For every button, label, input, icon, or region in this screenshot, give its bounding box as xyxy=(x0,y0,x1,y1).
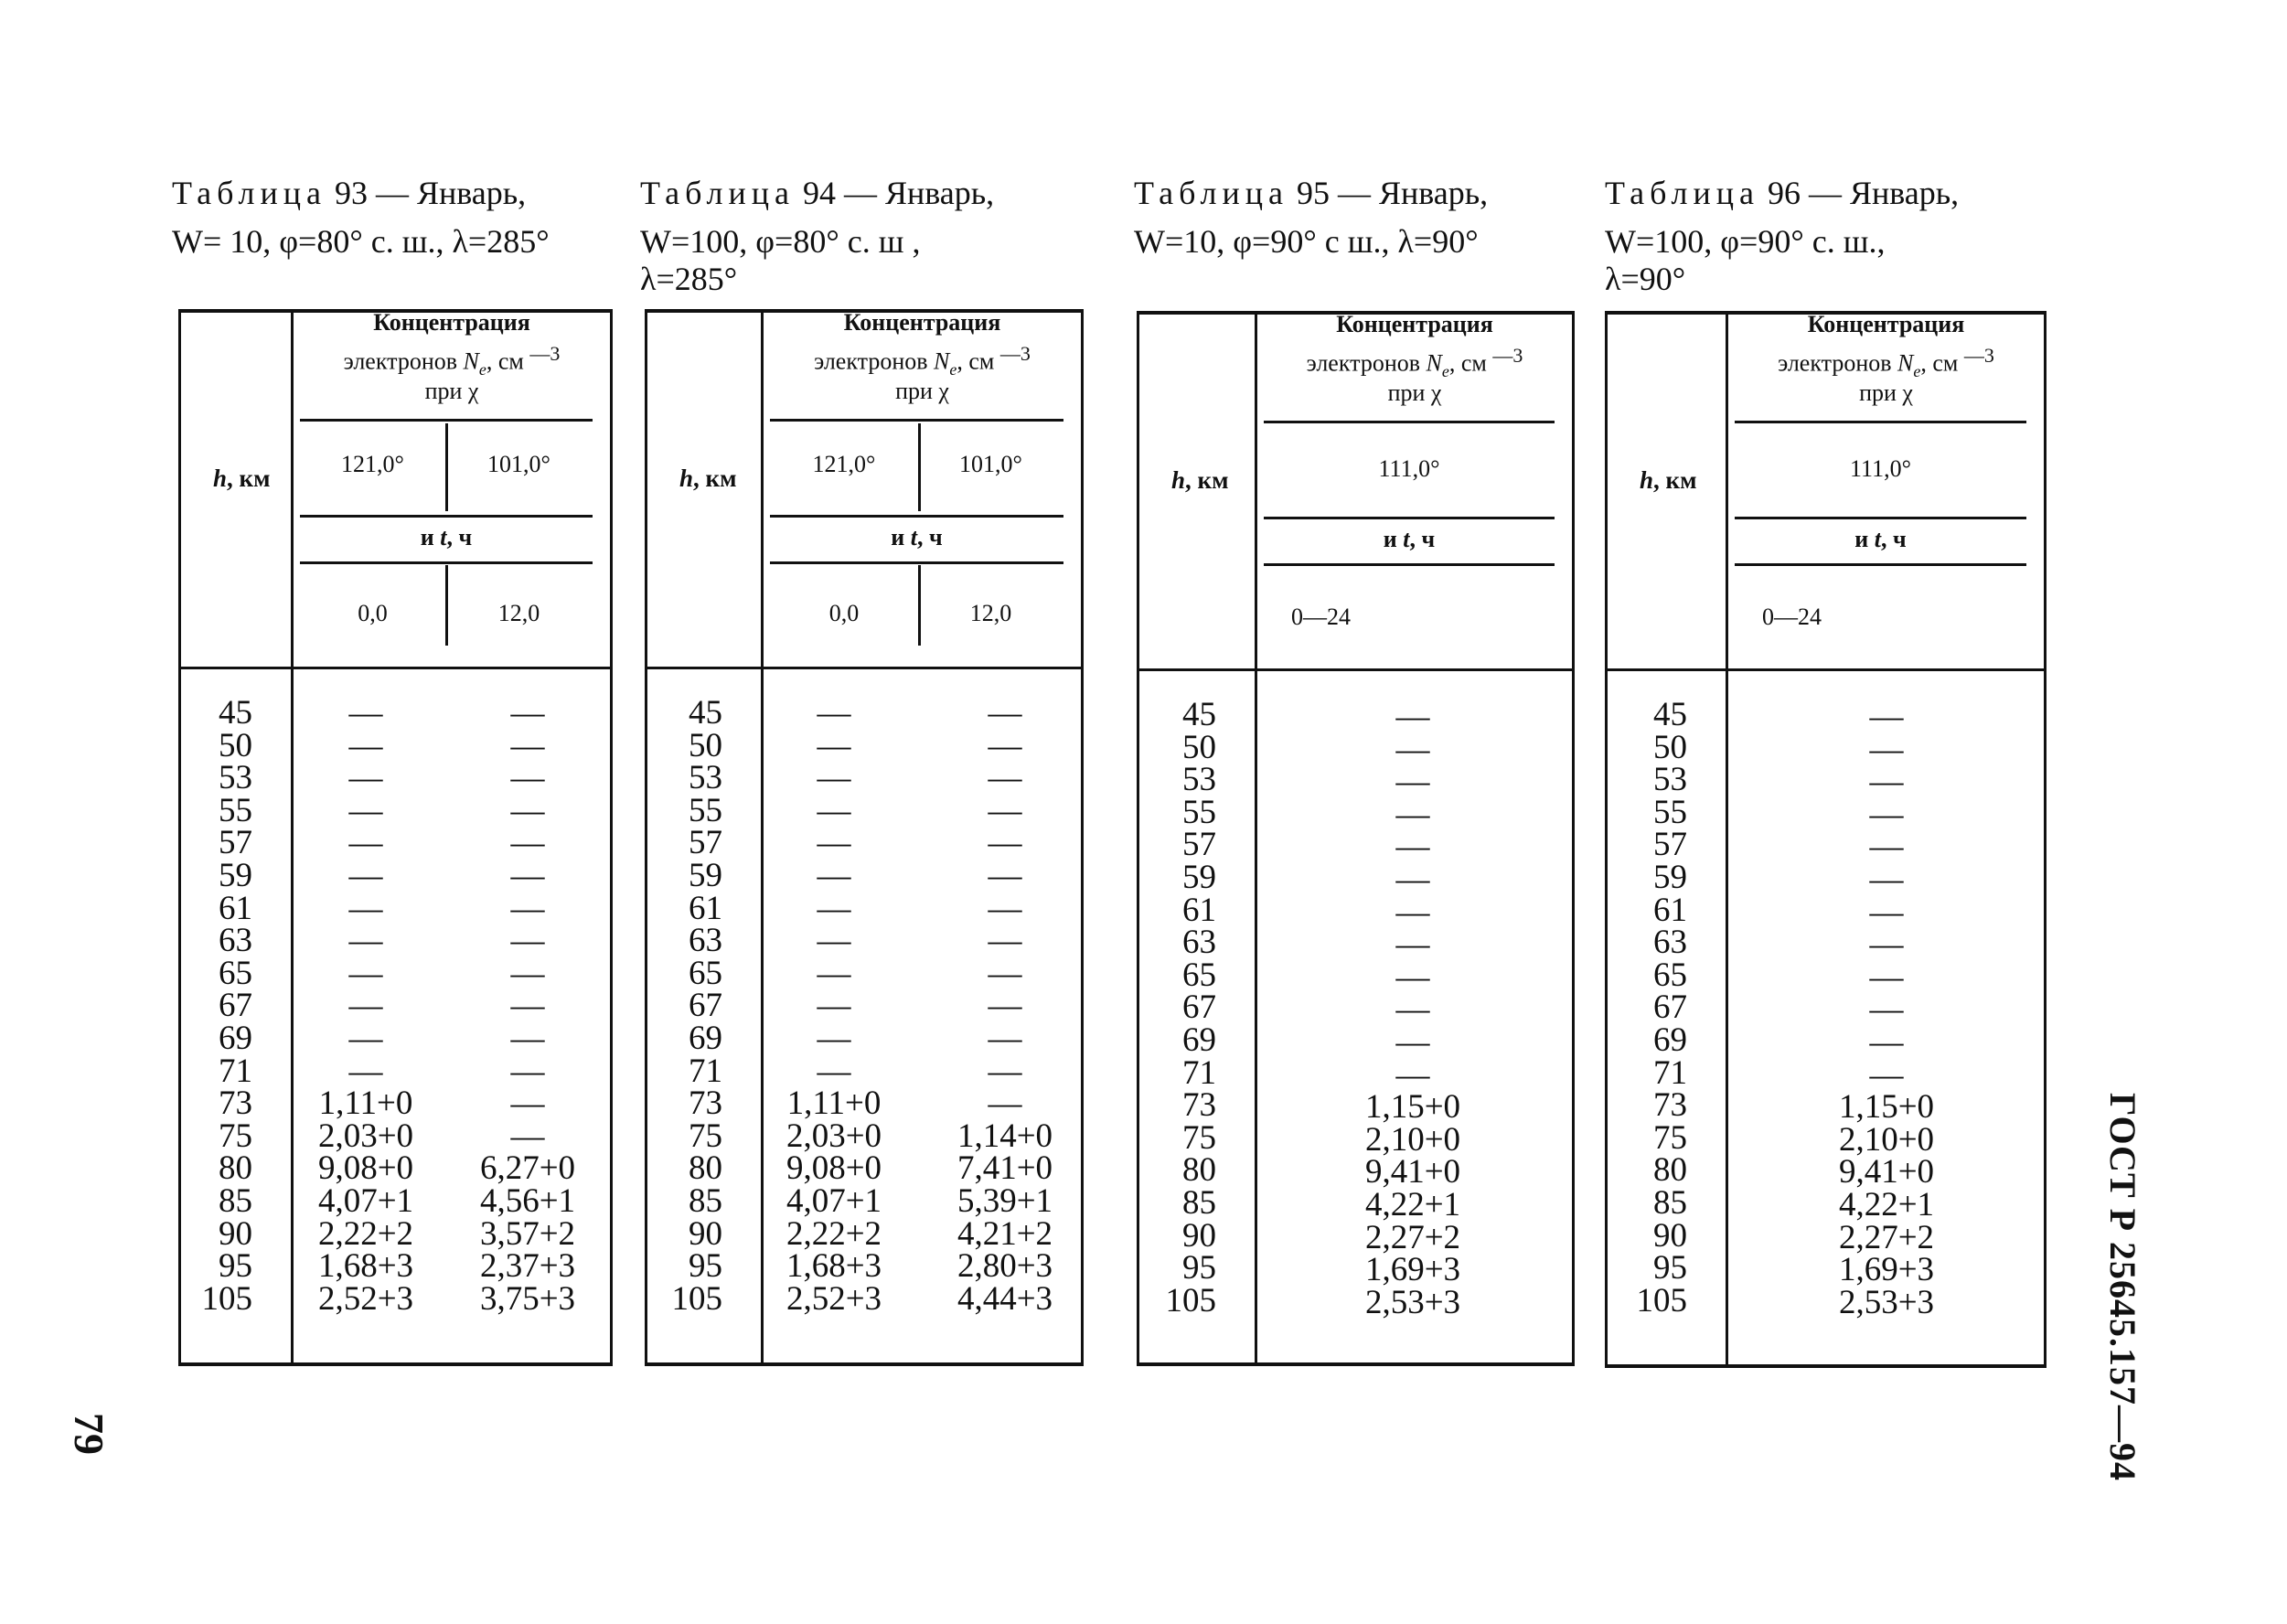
chi-value: 111,0° xyxy=(1378,455,1440,482)
header-rule xyxy=(1735,563,2026,566)
h-column-rule xyxy=(1726,315,1728,1364)
value-column: — — — — — — — — — — — — 1,15+0 2,10+0 9,41+0 4,22+1 2,27+2 1,69+3 2,53+3 xyxy=(1364,698,1461,1321)
header-rule xyxy=(770,561,1063,564)
value-column: — — — — — — — — — — — — 1,11+0 2,03+0 9,08+0 4,07+1 2,22+2 1,68+3 2,52+3 xyxy=(317,694,414,1318)
chi-value: 101,0° xyxy=(487,451,550,477)
conc-chi: при χ xyxy=(895,378,949,404)
value-column: — — — — — — — — — — — — — — 6,27+0 4,56+1 3,57+2 2,37+3 3,75+3 xyxy=(479,694,576,1318)
table-96 xyxy=(1605,169,1959,304)
table-bottom-rule xyxy=(178,1362,613,1366)
t-value: 12,0 xyxy=(497,600,540,626)
table-93 xyxy=(172,169,550,266)
table-right-rule xyxy=(2044,311,2047,1364)
h-km-label: h, км xyxy=(679,465,737,492)
table-right-rule xyxy=(1572,311,1575,1362)
table-94 xyxy=(640,169,994,304)
chi-value: 121,0° xyxy=(341,451,404,477)
t-label: и t, ч xyxy=(1854,526,1907,552)
header-rule xyxy=(770,515,1063,518)
t-value: 0,0 xyxy=(828,600,860,626)
conc-units: электронов $N_e$, см $^{—3}$ xyxy=(343,342,561,379)
conc-units: электронов $N_e$, см $^{—3}$ xyxy=(1778,344,1994,380)
header-rule xyxy=(300,515,593,518)
value-column: — — — — — — — — — — — — 1,11+0 2,03+0 9,08+0 4,07+1 2,22+2 1,68+3 2,52+3 xyxy=(785,694,882,1318)
header-rule xyxy=(1735,517,2026,519)
table-caption-params: W=100, φ=90° с. ш., xyxy=(1605,223,1886,260)
h-km-label: h, км xyxy=(1640,466,1697,494)
table-caption: Таблица 94 — Январь, xyxy=(640,175,995,211)
table-caption: Таблица 95 — Январь, xyxy=(1134,175,1489,211)
h-column-rule xyxy=(1255,315,1257,1362)
table-bottom-rule xyxy=(1137,1362,1575,1366)
table-caption-params: W= 10, φ=80° с. ш., λ=285° xyxy=(172,223,550,260)
conc-chi: при χ xyxy=(424,378,479,404)
conc-chi: при χ xyxy=(1387,379,1442,406)
table-caption: Таблица 93 — Январь, xyxy=(172,175,527,211)
table-caption-lambda: λ=285° xyxy=(640,261,738,297)
conc-title: Концентрация xyxy=(843,309,1001,336)
conc-title: Концентрация xyxy=(373,309,530,336)
h-values: 45 50 53 55 57 59 61 63 65 67 69 71 73 75 80 85 90 95 105 xyxy=(671,694,722,1318)
header-rule xyxy=(300,419,593,422)
chi-value: 111,0° xyxy=(1850,455,1911,482)
page-number: 79 xyxy=(66,1413,112,1455)
chi-value: 101,0° xyxy=(959,451,1022,477)
t-value: 0—24 xyxy=(1762,604,1822,630)
header-body-rule xyxy=(1605,668,2047,671)
table-95 xyxy=(1134,169,1488,266)
gost-label: ГОСТ Р 25645.157—94 xyxy=(2102,1093,2143,1482)
table-caption: Таблица 96 — Январь, xyxy=(1605,175,1960,211)
chi-value: 121,0° xyxy=(812,451,876,477)
t-label: и t, ч xyxy=(420,524,473,550)
conc-units: электронов $N_e$, см $^{—3}$ xyxy=(1306,344,1523,380)
table-bottom-rule xyxy=(645,1362,1084,1366)
t-label: и t, ч xyxy=(1383,526,1436,552)
h-values: 45 50 53 55 57 59 61 63 65 67 69 71 73 75 80 85 90 95 105 xyxy=(201,694,252,1318)
table-caption-params: W=10, φ=90° с ш., λ=90° xyxy=(1134,223,1479,260)
header-rule xyxy=(1264,421,1555,423)
conc-title: Концентрация xyxy=(1336,311,1493,337)
header-body-rule xyxy=(645,667,1084,669)
table-caption-lambda: λ=90° xyxy=(1605,261,1686,297)
conc-chi: при χ xyxy=(1859,379,1913,406)
conc-title: Концентрация xyxy=(1807,311,1965,337)
header-rule xyxy=(770,419,1063,422)
h-values: 45 50 53 55 57 59 61 63 65 67 69 71 73 75 80 85 90 95 105 xyxy=(1636,696,1687,1320)
t-label: и t, ч xyxy=(891,524,943,550)
header-rule xyxy=(300,561,593,564)
header-body-rule xyxy=(1137,668,1575,671)
h-km-label: h, км xyxy=(1171,466,1229,494)
table-caption-params: W=100, φ=80° с. ш , xyxy=(640,223,921,260)
table-right-rule xyxy=(610,309,613,1362)
value-column: — — — — — — — — — — — — — 1,14+0 7,41+0 5,39+1 4,21+2 2,80+3 4,44+3 xyxy=(956,694,1053,1318)
table-bottom-rule xyxy=(1605,1364,2047,1368)
header-rule xyxy=(1735,421,2026,423)
conc-units: электронов $N_e$, см $^{—3}$ xyxy=(814,342,1031,379)
header-rule xyxy=(1264,563,1555,566)
h-km-label: h, км xyxy=(213,465,271,492)
t-value: 0,0 xyxy=(358,600,388,626)
header-body-rule xyxy=(178,667,613,669)
value-column: — — — — — — — — — — — — 1,15+0 2,10+0 9,41+0 4,22+1 2,27+2 1,69+3 2,53+3 xyxy=(1838,698,1935,1321)
t-value: 0—24 xyxy=(1291,604,1351,630)
h-values: 45 50 53 55 57 59 61 63 65 67 69 71 73 75 80 85 90 95 105 xyxy=(1165,696,1216,1320)
t-value: 12,0 xyxy=(969,600,1012,626)
header-rule xyxy=(1264,517,1555,519)
